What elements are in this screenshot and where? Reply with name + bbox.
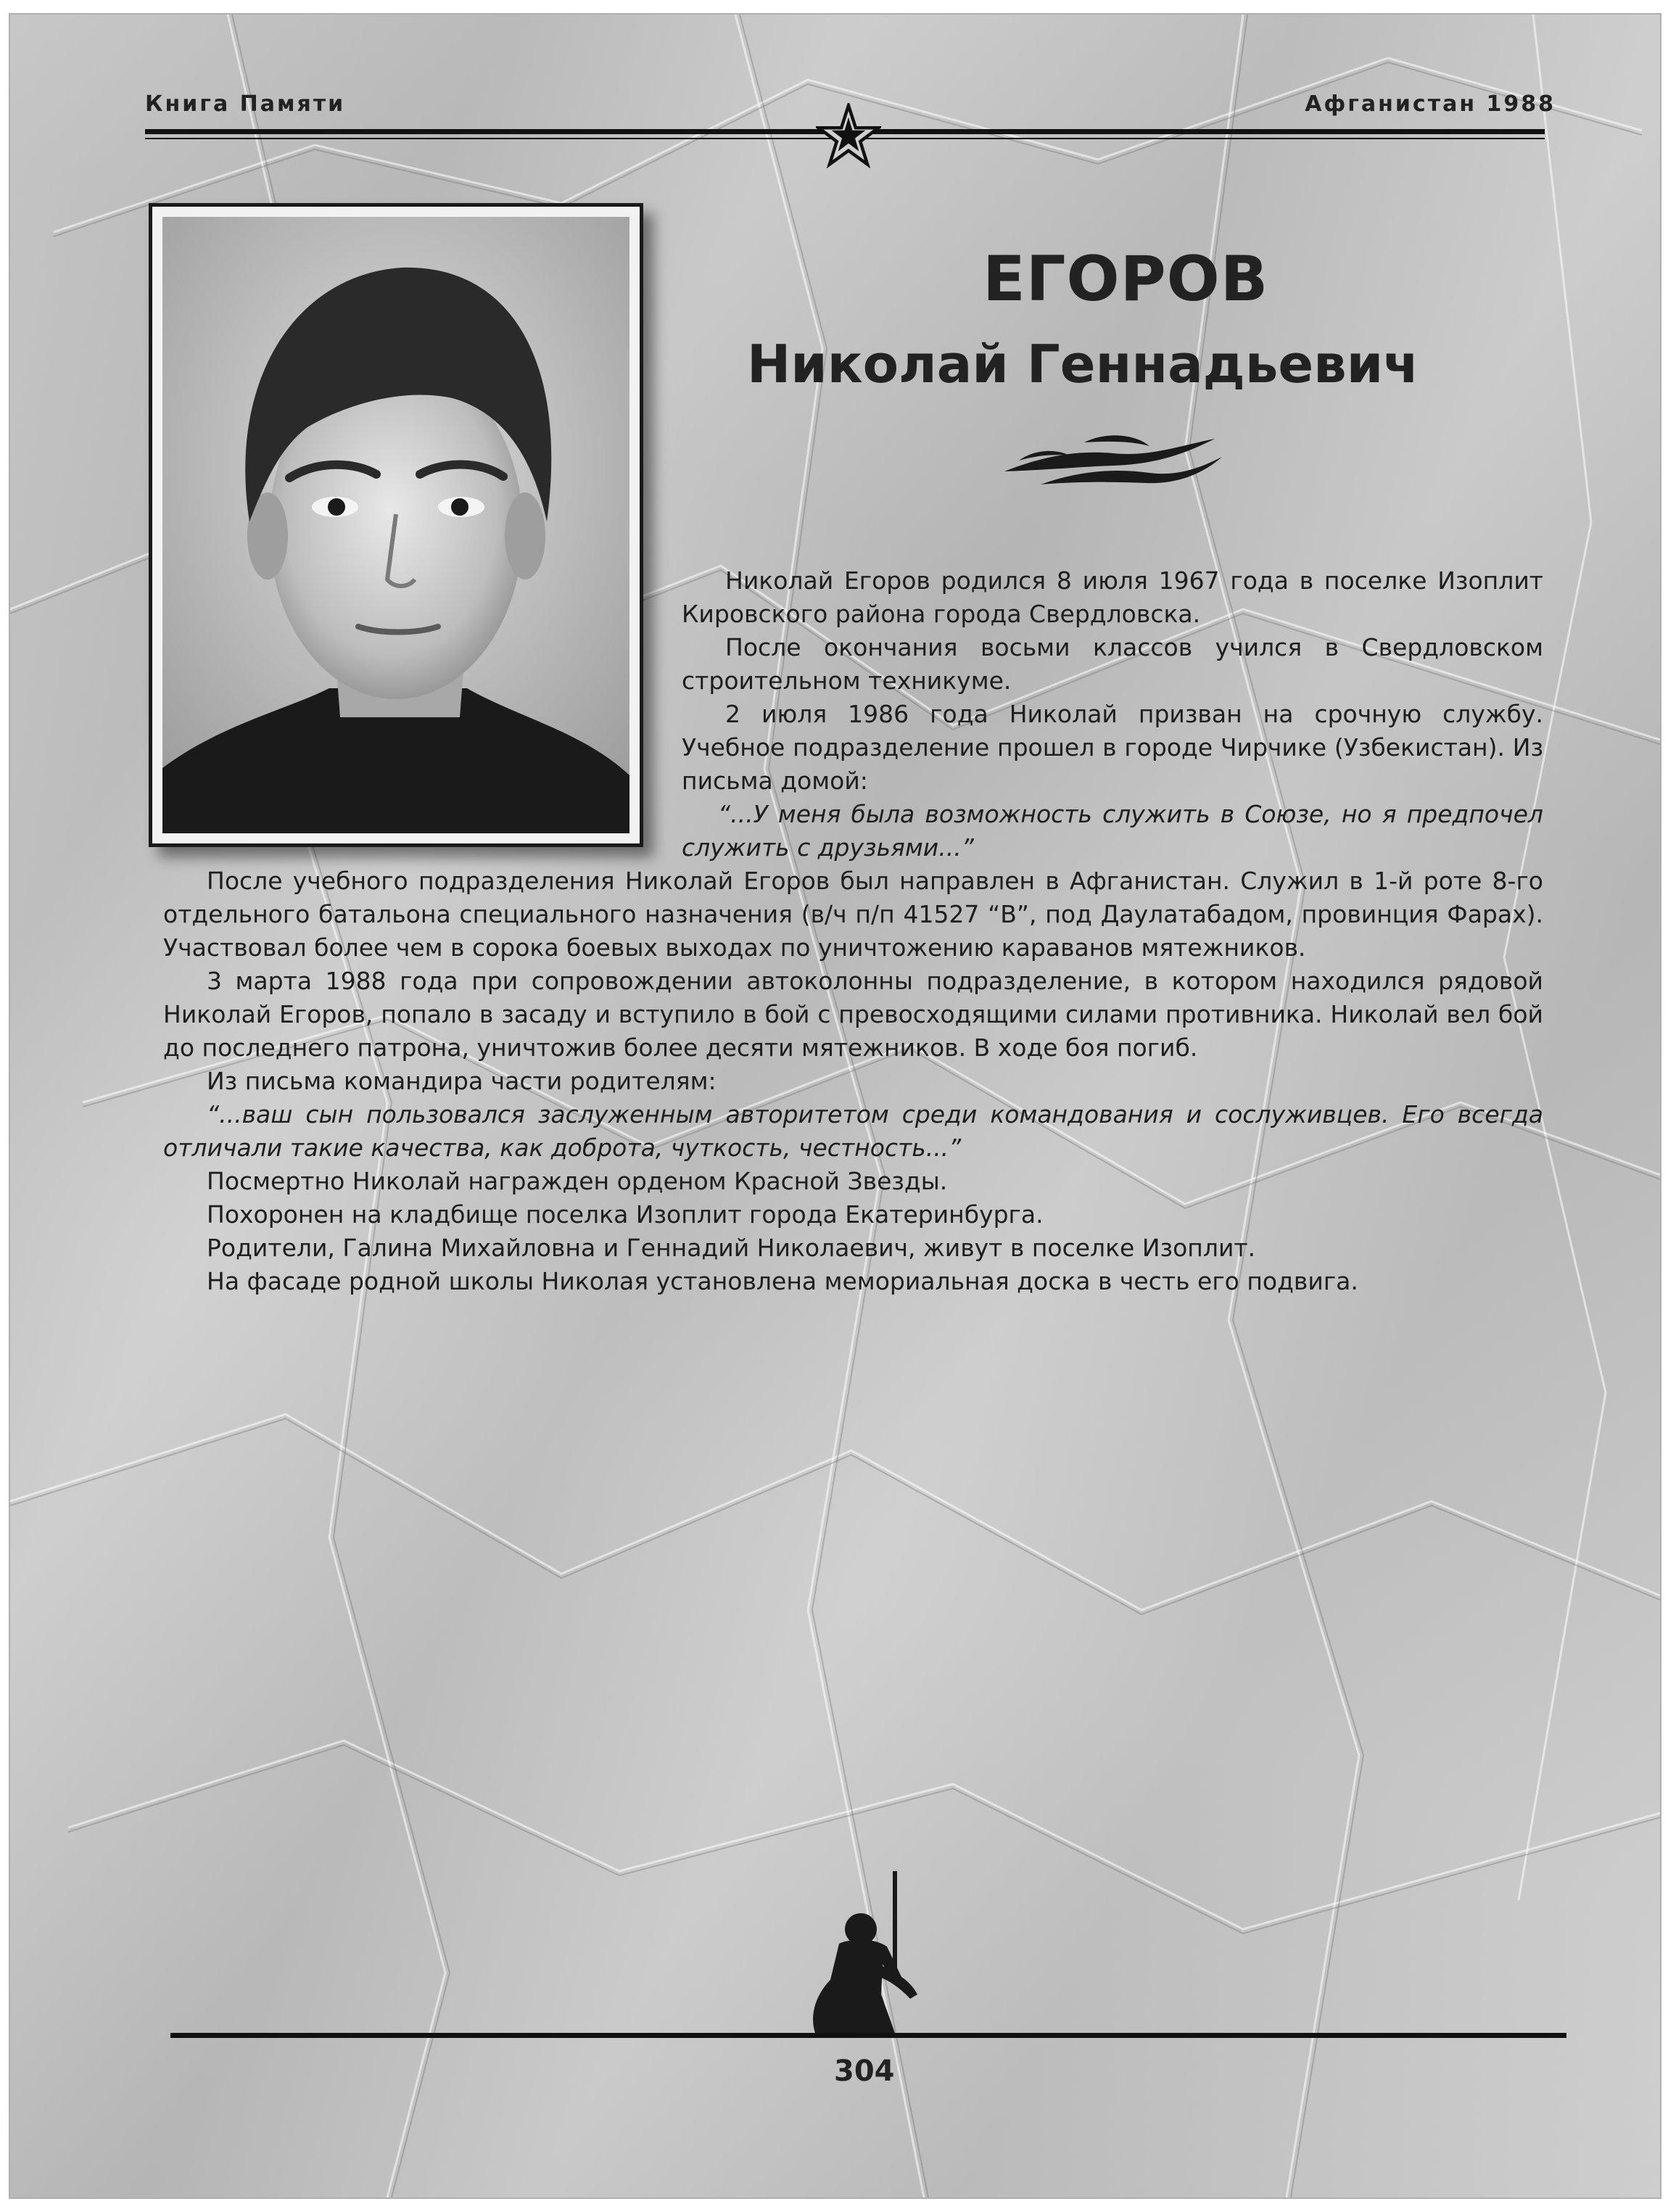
star-icon [816,103,881,168]
portrait-photo [162,217,629,833]
bio-paragraph: Посмертно Николай награжден орденом Красной Звезды. [207,1167,948,1195]
running-header-section: Афганистан 1988 [1305,91,1556,117]
bio-paragraph: 3 марта 1988 года при сопровождении автоколонны подразделение, в котором находился рядовой Николай Егоров, попало в засаду и вступило в бой с превосходящими силами противника. Николай вел бой до последнего патрона, уничтожив более десяти мятежников. В ходе боя погиб. [163,967,1543,1062]
letter-quote: “...ваш сын пользовался заслуженным авторитетом среди командования и сослуживцев. Его всегда отличали такие качества, как доброта, чуткость, честность...” [163,1100,1543,1162]
bio-paragraph: На фасаде родной школы Николая установлена мемориальная доска в честь его подвига. [207,1267,1358,1295]
soldier-silhouette-icon [801,1871,932,2035]
footer-rule [170,2033,1566,2038]
portrait-photo-frame [149,203,643,847]
bio-paragraph: Родители, Галина Михайловна и Геннадий Николаевич, живут в поселке Изоплит. [207,1234,1256,1262]
bio-paragraph: Николай Егоров родился 8 июля 1967 года в поселке Изоплит Кировского района города Свердловска. [682,566,1543,628]
bio-paragraph: После учебного подразделения Николай Егоров был направлен в Афганистан. Служил в 1-й роте 8-го отдельного батальона специального назначения (в/ч п/п 41527 “В”, под Даулатабадом, провинция Фарах). Участвовал более чем в сорока боевых выходах по уничтожению караванов мятежников. [163,867,1543,962]
bio-paragraph: После окончания восьми классов учился в Свердловском строительном техникуме. [682,633,1543,695]
page-number: 304 [834,2055,895,2088]
bio-paragraph: Похоронен на кладбище поселка Изоплит города Екатеринбурга. [207,1200,1044,1229]
person-surname: ЕГОРОВ [983,243,1269,315]
ornament-flourish-icon [997,428,1229,493]
letter-quote: “...У меня была возможность служить в Союзе, но я предпочел служить с друзьями...” [682,800,1543,862]
bio-paragraph: Из письма командира части родителям: [207,1067,717,1095]
person-given-names: Николай Геннадьевич [747,334,1419,395]
running-header-book-title: Книга Памяти [145,91,346,117]
bio-paragraph: 2 июля 1986 года Николай призван на срочную службу. Учебное подразделение прошел в городе Чирчике (Узбекистан). Из письма домой: [682,700,1543,795]
